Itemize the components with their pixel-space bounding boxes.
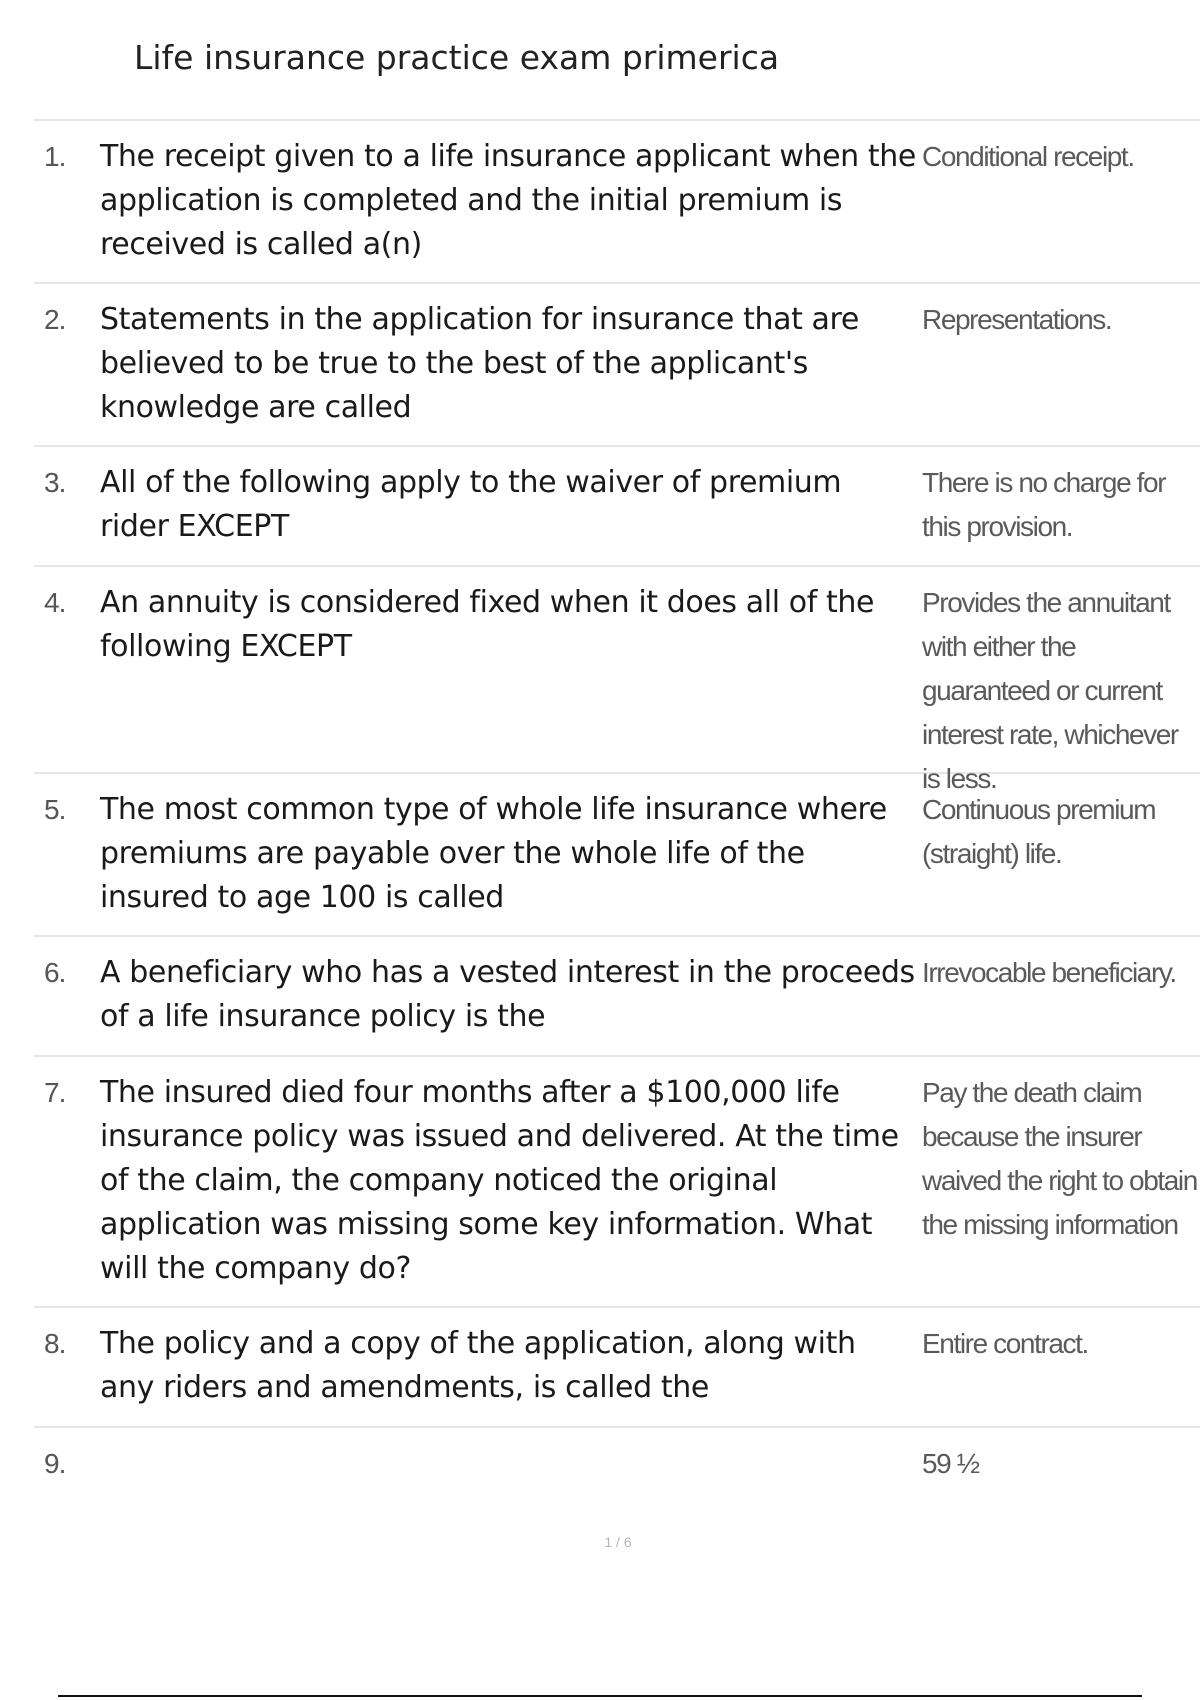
qa-row [34, 1057, 1200, 1308]
qa-answer: Pay the death claim because the insurer waived the right to obtain the missing information [922, 1077, 1197, 1240]
qa-number: 4. [44, 587, 66, 618]
qa-answer: Representations. [922, 304, 1112, 335]
qa-row [34, 447, 1200, 567]
qa-question: The most common type of whole life insurance where premiums are payable over the whole life of the insured to age 100 is called [100, 792, 887, 915]
qa-list [34, 121, 1200, 1518]
qa-question: The policy and a copy of the application, along with any riders and amendments, is called the [100, 1326, 856, 1405]
qa-number: 9. [44, 1448, 66, 1479]
qa-number: 8. [44, 1328, 66, 1359]
qa-answer: Provides the annuitant with either the guaranteed or current interest rate, whichever is less. [922, 587, 1178, 794]
qa-number: 3. [44, 467, 66, 498]
qa-number: 5. [44, 794, 66, 825]
qa-number: 6. [44, 957, 66, 988]
page-number: 1 / 6 [604, 1534, 632, 1550]
qa-question: Statements in the application for insurance that are believed to be true to the best of the applicant's knowledge are called [100, 302, 859, 425]
qa-question: All of the following apply to the waiver of premium rider EXCEPT [100, 465, 842, 544]
qa-row [34, 121, 1200, 284]
qa-answer: 59 ½ [922, 1448, 979, 1479]
bottom-rule [58, 1695, 1142, 1697]
qa-question: The receipt given to a life insurance applicant when the application is completed and the initial premium is received is called a(n) [100, 139, 916, 262]
page-title: Life insurance practice exam primerica [134, 38, 780, 77]
qa-question: An annuity is considered fixed when it does all of the following EXCEPT [100, 585, 875, 664]
qa-row [34, 284, 1200, 447]
qa-number: 1. [44, 141, 66, 172]
qa-row [34, 937, 1200, 1057]
qa-answer: Conditional receipt. [922, 141, 1134, 172]
qa-row [34, 567, 1200, 794]
qa-row [34, 774, 1200, 937]
qa-row [34, 1428, 1200, 1518]
qa-answer: There is no charge for this provision. [922, 467, 1166, 542]
qa-question: A beneficiary who has a vested interest in the proceeds of a life insurance policy is the [100, 955, 915, 1034]
qa-number: 2. [44, 304, 66, 335]
qa-answer: Continuous premium (straight) life. [922, 794, 1156, 869]
qa-question: The insured died four months after a $100,000 life insurance policy was issued and delivered. At the time of the claim, the company noticed the original application was missing some key information. What will the company do? [100, 1075, 899, 1286]
qa-answer: Irrevocable beneficiary. [922, 957, 1176, 988]
qa-answer: Entire contract. [922, 1328, 1088, 1359]
qa-row [34, 1308, 1200, 1428]
qa-number: 7. [44, 1077, 66, 1108]
